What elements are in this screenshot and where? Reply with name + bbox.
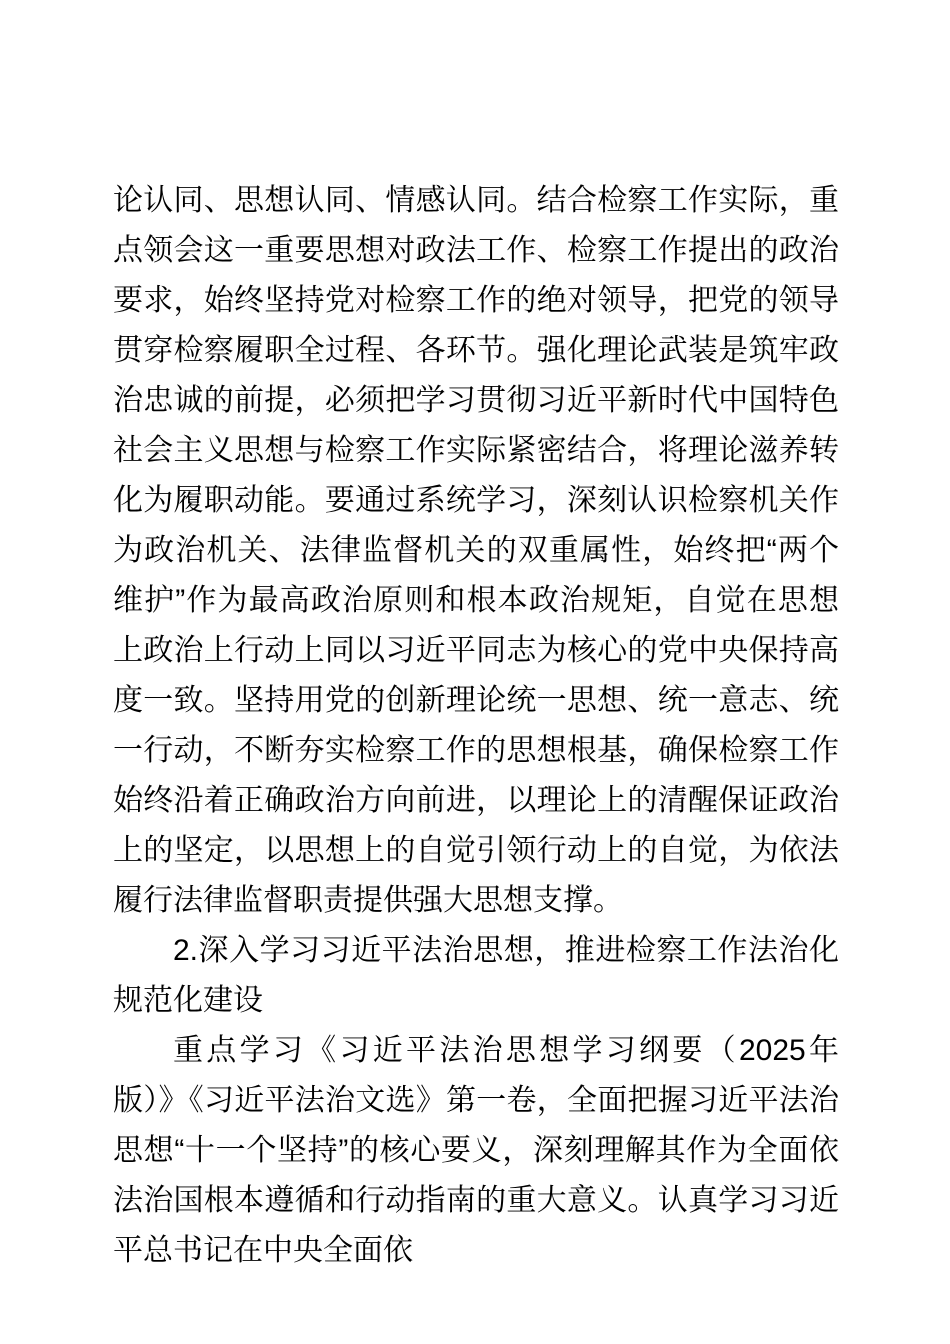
section-heading-2: 2.深入学习习近平法治思想，推进检察工作法治化规范化建设	[113, 934, 839, 1017]
paragraph-body-2: 重点学习《习近平法治思想学习纲要（2025年版）》《习近平法治文选》第一卷，全面把握习近平法治思想“十一个坚持”的核心要义，深刻理解其作为全面依法治国根本遵循和行动指南的重大意义。认真学习习近平总书记在中央全面依	[113, 1034, 839, 1267]
document-text-column	[113, 176, 839, 1276]
paragraph-continuation: 论认同、思想认同、情感认同。结合检察工作实际，重点领会这一重要思想对政法工作、检察工作提出的政治要求，始终坚持党对检察工作的绝对领导，把党的领导贯穿检察履职全过程、各环节。强化理论武装是筑牢政治忠诚的前提，必须把学习贯彻习近平新时代中国特色社会主义思想与检察工作实际紧密结合，将理论滋养转化为履职动能。要通过系统学习，深刻认识检察机关作为政治机关、法律监督机关的双重属性，始终把“两个维护”作为最高政治原则和根本政治规矩，自觉在思想上政治上行动上同以习近平同志为核心的党中央保持高度一致。坚持用党的创新理论统一思想、统一意志、统一行动，不断夯实检察工作的思想根基，确保检察工作始终沿着正确政治方向前进，以理论上的清醒保证政治上的坚定，以思想上的自觉引领行动上的自觉，为依法履行法律监督职责提供强大思想支撑。	[113, 184, 839, 917]
